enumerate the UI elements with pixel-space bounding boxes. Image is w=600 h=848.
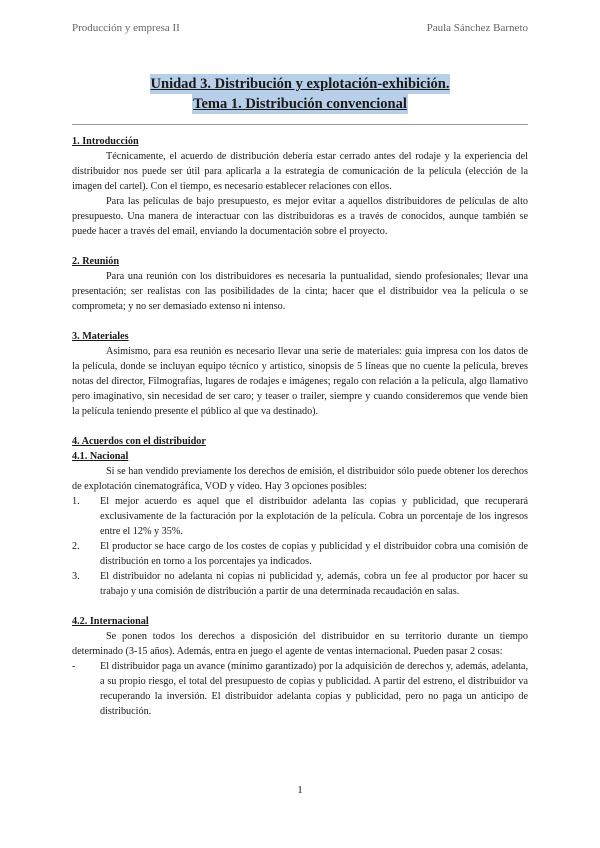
numbered-list [72,494,528,599]
title-divider [72,124,528,125]
section-acuerdos [72,434,528,719]
section-heading: 2. Reunión [72,256,119,267]
title-unit: Unidad 3. Distribución y explotación-exhibición. [150,76,450,92]
section-heading: 4. Acuerdos con el distribuidor [72,436,206,447]
list-item [72,539,528,569]
subsection-heading-nacional: 4.1. Nacional [72,451,129,462]
section-materiales [72,329,528,419]
section-introduccion [72,134,528,239]
list-item-text: El distribuidor paga un avance (mínimo garantizado) por la adquisición de derechos y, además, adelanta, a su propio riesgo, el total del presupuesto de copias y publicidad. A partir del estreno, el distribuidor va recuperando la inversión. El distribuidor adelanta copias y publicidad, pero no paga un anticipo de distribución. [100,661,528,717]
header-course: Producción y empresa II [72,22,180,34]
list-item [72,494,528,539]
subsection-heading-internacional: 4.2. Internacional [72,616,149,627]
list-marker: 2. [72,541,80,552]
section-heading: 3. Materiales [72,331,129,342]
paragraph: Para una reunión con los distribuidores es necesaria la puntualidad, siendo profesionales; llevar una presentación; ser realistas con las posibilidades de la cinta; hacer que el distribuidor vea la película o se comprometa; y no ser demasiado extenso ni intenso. [72,271,528,312]
paragraph: Si se han vendido previamente los derechos de emisión, el distribuidor sólo puede obtener los derechos de explotación cinematográfica, VOD y vídeo. Hay 3 opciones posibles: [72,466,528,492]
paragraph: Para las películas de bajo presupuesto, es mejor evitar a aquellos distribuidores de películas de alto presupuesto. Una manera de interactuar con las distribuidoras es a través de conocidos, aunque también se puede hacer a través del email, enviando la documentación sobre el proyecto. [72,196,528,237]
document-title [72,74,528,114]
list-marker: 3. [72,571,80,582]
list-item-text: El productor se hace cargo de los costes de copias y publicidad y el distribuidor cobra una comisión de distribución en torno a los porcentajes ya indicados. [100,541,528,567]
paragraph: Asimismo, para esa reunión es necesario llevar una serie de materiales: guía impresa con los datos de la película, donde se incluyan equipo técnico y artístico, sinopsis de 5 líneas que no cuente la película, breves notas del director, Filmografías, lugares de rodajes e imágenes; regalo con relación a la película, algo llamativo pero imaginativo, sin necesidad de ser caro; y teaser o trailer, siempre y cuando consideremos que vende bien la película teniendo presente el público al que va destinado). [72,346,528,417]
page-number: 1 [297,784,303,796]
list-marker: - [72,661,76,672]
bullet-list [72,659,528,719]
section-reunion [72,254,528,314]
paragraph: Técnicamente, el acuerdo de distribución debería estar cerrado antes del rodaje y la experiencia del distribuidor nos puede ser útil para aplicarla a la estrategia de comunicación de la película (elección de la imagen del cartel). Con el tiempo, es necesario establecer relaciones con ellos. [72,151,528,192]
list-marker: 1. [72,496,80,507]
header-author: Paula Sánchez Barneto [426,22,528,34]
list-item [72,659,528,719]
title-topic: Tema 1. Distribución convencional [193,96,407,112]
paragraph: Se ponen todos los derechos a disposición del distribuidor en su territorio durante un tiempo determinado (3-15 años). Además, entra en juego el agente de ventas internacional. Pueden pasar 2 cosas: [72,631,528,657]
document-body [72,134,528,719]
list-item-text: El mejor acuerdo es aquel que el distribuidor adelanta las copias y publicidad, que recuperará exclusivamente de la facturación por la explotación de la película. Cobra un porcentaje de los ingresos entre el 12% y 35%. [100,496,528,537]
list-item-text: El distribuidor no adelanta ni copias ni publicidad y, además, cobra un fee al productor por hacer su trabajo y una comisión de distribución a partir de una determinada recaudación en salas. [100,571,528,597]
list-item [72,569,528,599]
section-heading: 1. Introducción [72,136,139,147]
